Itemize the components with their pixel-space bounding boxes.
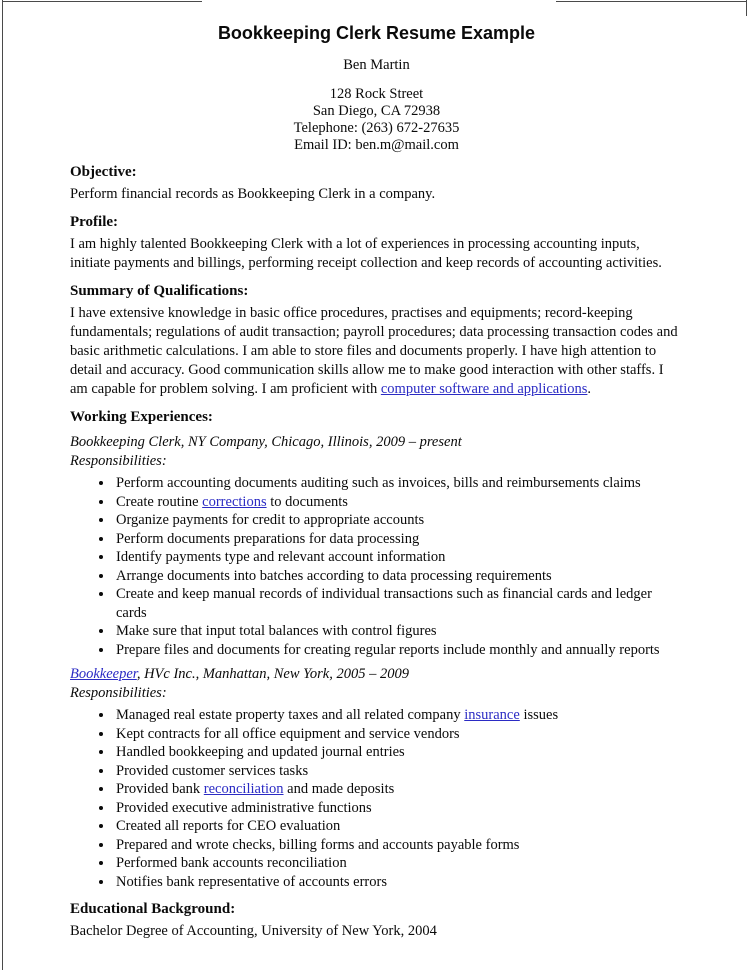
inline-link[interactable]: insurance [464,707,520,723]
page-border-left [2,0,3,970]
text-segment: Provided bank [116,781,204,797]
text-segment: I have extensive knowledge in basic office procedures, practises and equipments; record-keeping fundamentals; regulations of audit transaction; payroll procedures; data processing transaction codes and basic arithmetic calculations. I am able to store files and documents properly. I have high attention to detail and accuracy. Good communication skills allow me to make good interaction with other staffs. I am capable for problem solving. I am proficient with [70,305,678,397]
job-2-bullet-list [70,706,683,891]
text-segment: Bookkeeping Clerk, NY Company, Chicago, Illinois, 2009 – present [70,434,462,450]
text-segment: and made deposits [283,781,395,797]
text-segment: issues [519,707,559,723]
text-segment: Notifies bank representative of accounts errors [116,873,387,890]
bullet-item [114,622,683,641]
education-heading: Educational Background: [70,901,236,917]
contact-name: Ben Martin [343,57,410,73]
bullet-item [114,511,683,530]
text-segment: Provided executive administrative functions [116,799,372,816]
text-segment: Performed bank accounts reconciliation [116,855,347,871]
job-1-responsibilities-label: Responsibilities: [70,453,167,469]
profile-body: I am highly talented Bookkeeping Clerk with a lot of experiences in processing accounting inputs, initiate payments and billings, performing receipt collection and keep records of accounting activities. [70,236,662,271]
text-segment: Prepared and wrote checks, billing forms and accounts payable forms [116,836,520,853]
inline-link[interactable]: computer software and applications [380,381,588,397]
bullet-item [114,567,683,586]
text-segment: , HVc Inc., Manhattan, New York, 2005 – 2009 [136,666,409,682]
bullet-item [114,641,683,660]
text-segment: Create and keep manual records of individual transactions such as financial cards and ledger cards [116,586,652,621]
text-segment: Handled bookkeeping and updated journal entries [116,744,405,760]
objective-heading: Objective: [70,164,137,180]
experience-heading: Working Experiences: [70,409,213,425]
bullet-item [114,762,683,781]
job-1-bullet-list [70,474,683,659]
bullet-item [114,836,683,855]
text-segment: Create routine [116,493,203,510]
bullet-item [114,873,683,892]
contact-block [70,56,683,154]
text-segment: Arrange documents into batches according to data processing requirements [116,567,552,584]
objective-body: Perform financial records as Bookkeeping Clerk in a company. [70,186,436,202]
bullet-item [114,493,683,512]
text-segment: Prepare files and documents for creating regular reports include monthly and annually reports [116,641,660,658]
text-segment: Created all reports for CEO evaluation [116,818,341,834]
education-body: Bachelor Degree of Accounting, University of New York, 2004 [70,923,437,939]
bullet-item [114,585,683,622]
summary-body [70,304,683,399]
contact-telephone: Telephone: (263) 672-27635 [293,120,460,136]
text-segment: . [587,381,592,397]
page-border-top-left [2,1,202,2]
text-segment: Organize payments for credit to appropriate accounts [116,512,425,528]
text-segment: Managed real estate property taxes and all related company [116,707,465,723]
text-segment: Perform documents preparations for data processing [116,530,420,547]
inline-link[interactable]: corrections [202,493,267,510]
contact-email: Email ID: ben.m@mail.com [294,137,459,153]
text-segment: Make sure that input total balances with control figures [116,623,437,639]
text-segment: Kept contracts for all office equipment and service vendors [116,725,460,742]
inline-link[interactable]: Bookkeeper [70,666,137,682]
page-border-top-right [556,1,747,2]
job-1-title [70,433,683,452]
bullet-item [114,817,683,836]
contact-city: San Diego, CA 72938 [312,103,441,119]
bullet-item [114,548,683,567]
bullet-item [114,854,683,873]
summary-heading: Summary of Qualifications: [70,283,249,299]
text-segment: Identify payments type and relevant account information [116,549,446,565]
contact-street: 128 Rock Street [329,86,424,102]
text-segment: Provided customer services tasks [116,762,309,779]
bullet-item [114,743,683,762]
job-2-responsibilities-label: Responsibilities: [70,685,167,701]
profile-heading: Profile: [70,214,119,230]
inline-link[interactable]: reconciliation [203,781,284,797]
page-title: Bookkeeping Clerk Resume Example [217,23,536,43]
bullet-item [114,780,683,799]
text-segment: Perform accounting documents auditing such as invoices, bills and reimbursements claims [116,475,641,491]
bullet-item [114,474,683,493]
bullet-item [114,706,683,725]
page-border-right-tick [746,0,747,16]
bullet-item [114,799,683,818]
bullet-item [114,725,683,744]
job-2-title [70,665,683,684]
text-segment: to documents [266,493,348,510]
bullet-item [114,530,683,549]
